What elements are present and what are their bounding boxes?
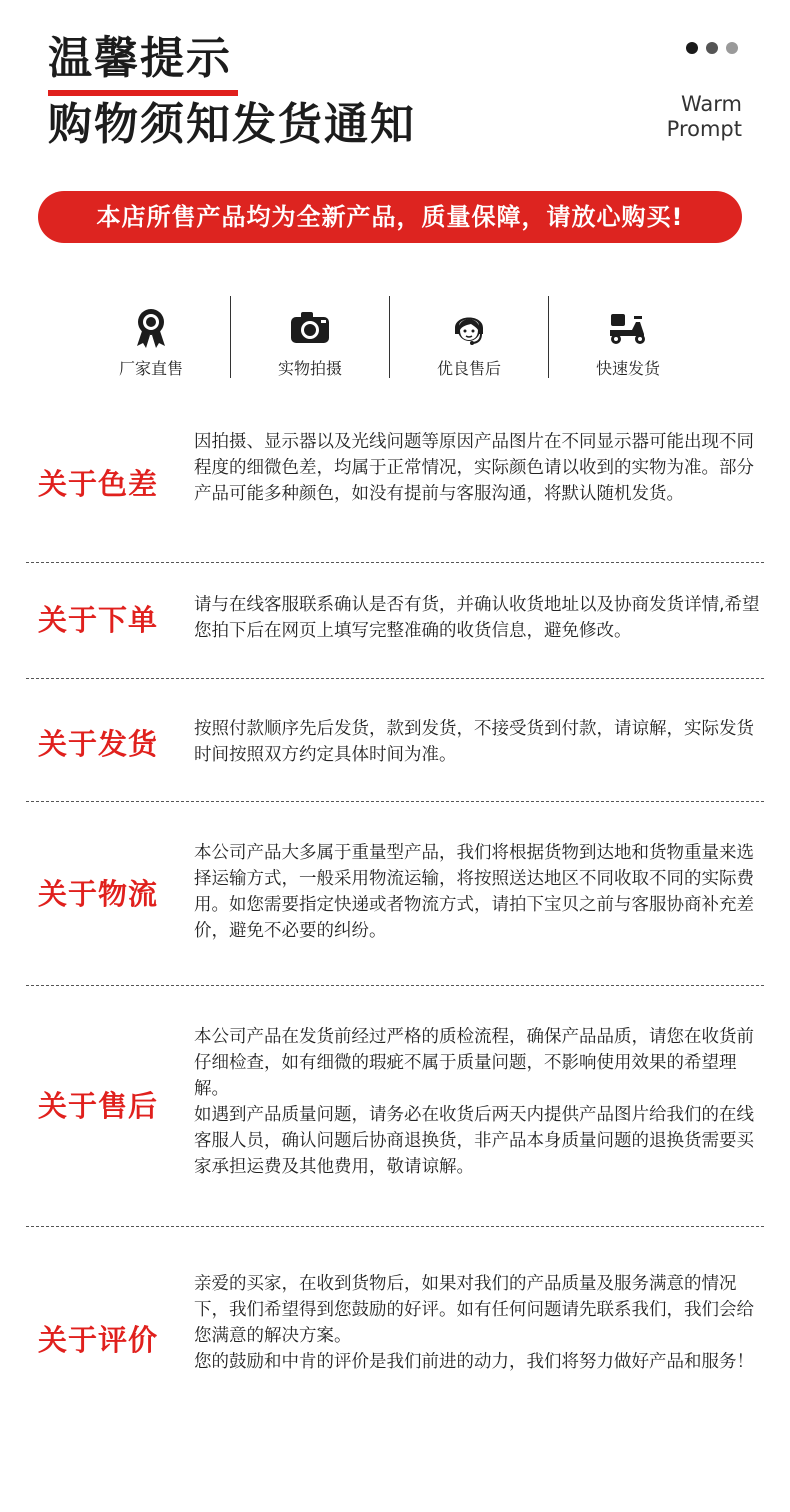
section-body-after-sales: [194, 1024, 760, 1180]
english-subtitle-line1: Warm: [680, 92, 742, 116]
feature-label: 厂家直售: [118, 359, 183, 378]
section-body-logistics: [194, 840, 760, 944]
section-divider: [26, 1226, 764, 1227]
pagination-dots: [686, 42, 738, 54]
award-ribbon-icon: [129, 306, 173, 350]
section-body-color-difference: [194, 429, 760, 507]
section-divider: [26, 801, 764, 802]
section-title-reviews: 关于评价: [38, 1323, 159, 1357]
section-title-color-difference: 关于色差: [38, 467, 159, 501]
english-subtitle-line2: Prompt: [666, 117, 742, 141]
feature-label: 实物拍摄: [277, 359, 342, 378]
feature-label: 快速发货: [595, 359, 660, 378]
section-paragraph: 本公司产品在发货前经过严格的质检流程，确保产品品质，请您在收货前仔细检查，如有细微的瑕疵不属于质量问题，不影响使用效果的希望理解。: [194, 1027, 754, 1099]
section-paragraph: 亲爱的买家，在收到货物后，如果对我们的产品质量及服务满意的情况下，我们希望得到您鼓励的好评。如有任何问题请先联系我们，我们会给您满意的解决方案。: [194, 1274, 754, 1346]
section-body-reviews: [194, 1271, 760, 1375]
feature-fast-delivery: [549, 296, 707, 378]
section-body-shipping: [194, 716, 760, 768]
section-body-ordering: [194, 592, 760, 644]
page-title-primary: 温馨提示: [48, 33, 232, 84]
section-paragraph: 本公司产品大多属于重量型产品，我们将根据货物到达地和货物重量来选择运输方式，一般采用物流运输，将按照送达地区不同收取不同的实际费用。如您需要指定快递或者物流方式，请拍下宝贝之前与客服协商补充差价，避免不必要的纠纷。: [194, 843, 754, 941]
section-paragraph: 您的鼓励和中肯的评价是我们前进的动力，我们将努力做好产品和服务！: [194, 1352, 754, 1372]
dot-1: [686, 42, 698, 54]
section-divider: [26, 562, 764, 563]
dot-3: [726, 42, 738, 54]
feature-row: [72, 296, 722, 378]
section-title-logistics: 关于物流: [38, 877, 159, 911]
dot-2: [706, 42, 718, 54]
delivery-scooter-icon: [606, 306, 650, 350]
section-paragraph: 因拍摄、显示器以及光线问题等原因产品图片在不同显示器可能出现不同程度的细微色差，均属于正常情况，实际颜色请以收到的实物为准。部分产品可能多种颜色，如没有提前与客服沟通，将默认随机发货。: [194, 432, 754, 504]
section-paragraph: 如遇到产品质量问题，请务必在收货后两天内提供产品图片给我们的在线客服人员，确认问题后协商退换货，非产品本身质量问题的退换货需要买家承担运费及其他费用，敬请谅解。: [194, 1105, 754, 1177]
feature-factory-direct: [72, 296, 230, 378]
section-divider: [26, 985, 764, 986]
feature-after-sales: [390, 296, 548, 378]
section-paragraph: 按照付款顺序先后发货，款到发货，不接受货到付款，请谅解，实际发货时间按照双方约定具体时间为准。: [194, 719, 754, 765]
customer-service-icon: [447, 306, 491, 350]
page-title-secondary: 购物须知发货通知: [48, 99, 416, 150]
section-title-shipping: 关于发货: [38, 727, 159, 761]
section-paragraph: 请与在线客服联系确认是否有货，并确认收货地址以及协商发货详情,希望您拍下后在网页上填写完整准确的收货信息，避免修改。: [194, 595, 760, 641]
section-divider: [26, 678, 764, 679]
english-subtitle: [667, 92, 742, 142]
section-title-after-sales: 关于售后: [38, 1089, 159, 1123]
feature-real-photo: [231, 296, 389, 378]
guarantee-banner: 本店所售产品均为全新产品，质量保障，请放心购买!: [38, 191, 742, 243]
section-title-ordering: 关于下单: [38, 603, 159, 637]
feature-label: 优良售后: [436, 359, 501, 378]
camera-icon: [288, 306, 332, 350]
